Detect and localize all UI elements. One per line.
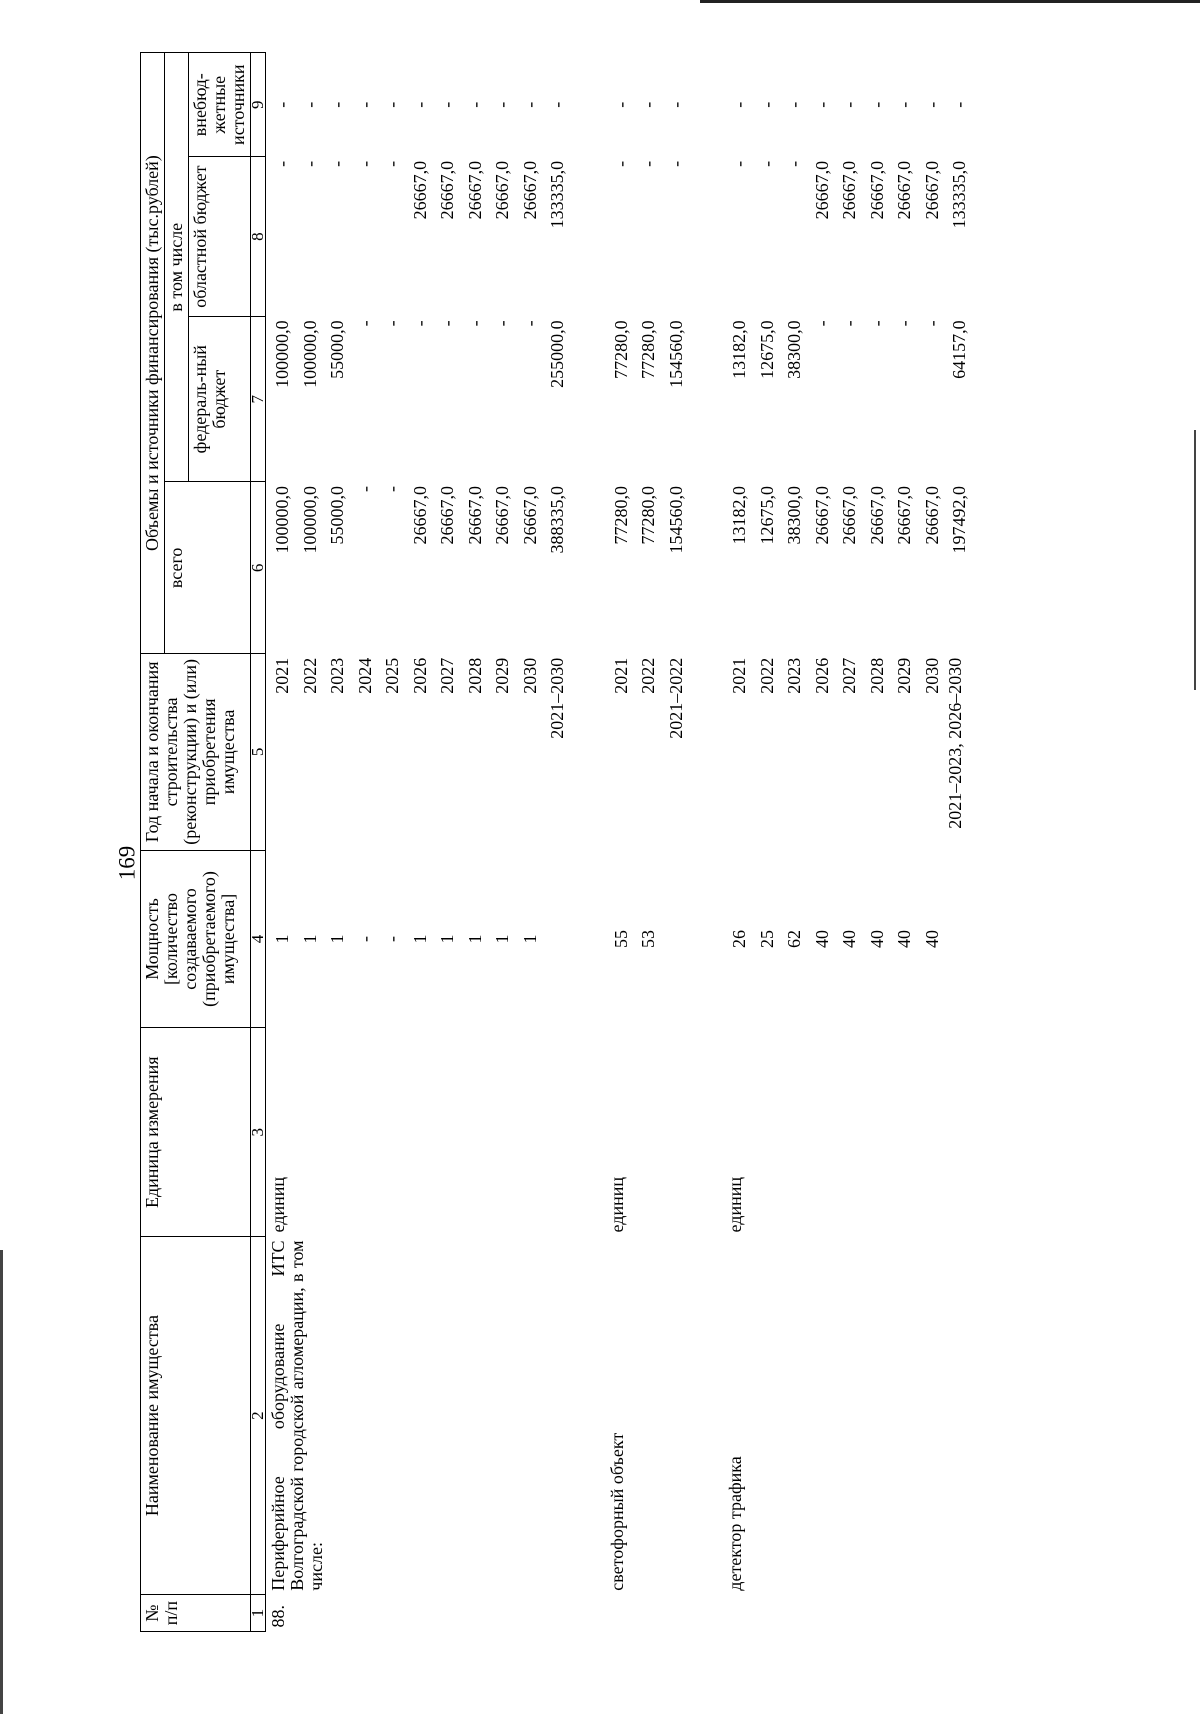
- value-cell: 12675,0: [756, 485, 777, 545]
- value-cell: 197492,0: [949, 485, 969, 554]
- value-cell: 77280,0: [638, 485, 658, 545]
- federal-values: [723, 316, 977, 482]
- value-cell: -: [464, 101, 485, 108]
- value-cell: 154560,0: [665, 320, 686, 388]
- value-cell: -: [519, 320, 540, 327]
- header-name: Наименование имущества: [141, 1236, 251, 1594]
- value-cell: 40: [921, 929, 942, 948]
- value-cell: -: [382, 485, 402, 492]
- value-cell: 2029: [492, 657, 512, 694]
- regional-values: [266, 157, 575, 316]
- regional-values: [605, 157, 694, 316]
- value-cell: -: [949, 101, 969, 108]
- column-number: 4: [251, 850, 266, 1028]
- value-cell: 2022: [638, 657, 658, 694]
- value-cell: 12675,0: [756, 320, 777, 379]
- row-number: 88.: [268, 1605, 288, 1628]
- column-number: 1: [251, 1595, 266, 1632]
- value-cell: 25: [756, 929, 777, 948]
- rotated-table-wrapper: [140, 52, 1070, 1632]
- value-cell: 388335,0: [547, 485, 567, 554]
- value-cell: 53: [638, 929, 658, 948]
- value-cell: 2029: [894, 657, 914, 694]
- value-cell: 2024: [354, 657, 375, 694]
- table-body: [266, 53, 977, 1632]
- value-cell: -: [409, 320, 430, 327]
- value-cell: 2021: [729, 657, 749, 694]
- capacity-values: [723, 850, 977, 1028]
- unit-of-measure: единиц: [268, 1177, 288, 1233]
- value-cell: 13182,0: [729, 485, 749, 545]
- column-number: 5: [251, 654, 266, 850]
- header-total: всего: [165, 482, 251, 654]
- value-cell: 55: [610, 929, 631, 948]
- value-cell: 55000,0: [327, 320, 347, 379]
- value-cell: -: [784, 160, 804, 167]
- table-row: [266, 53, 575, 1632]
- federal-values: [266, 316, 575, 482]
- value-cell: 26667,0: [921, 160, 942, 220]
- value-cell: -: [756, 160, 777, 167]
- value-cell: -: [638, 160, 658, 167]
- header-federal: федераль-ный бюджет: [189, 316, 251, 482]
- value-cell: 40: [839, 929, 859, 948]
- row-spacer: [575, 53, 605, 1632]
- column-number: 2: [251, 1236, 266, 1594]
- row-number: [723, 1595, 977, 1632]
- value-cell: 38300,0: [784, 320, 804, 379]
- value-cell: 1: [519, 934, 540, 944]
- value-cell: 1: [299, 934, 320, 944]
- value-cell: 13182,0: [729, 320, 749, 379]
- value-cell: -: [354, 160, 375, 167]
- financing-table: [140, 52, 977, 1632]
- value-cell: 26667,0: [894, 485, 914, 545]
- unit-of-measure: единиц: [606, 1177, 627, 1233]
- value-cell: -: [327, 160, 347, 167]
- value-cell: -: [784, 101, 804, 108]
- value-cell: 2026: [409, 657, 430, 694]
- value-cell: -: [492, 101, 512, 108]
- value-cell: 100000,0: [272, 485, 292, 554]
- table-row: [723, 53, 977, 1632]
- header-capacity: Мощность [количество создаваемого (приобретаемого) имущества]: [141, 850, 251, 1028]
- value-cell: 2030: [921, 657, 942, 694]
- value-cell: -: [327, 101, 347, 108]
- value-cell: -: [382, 935, 402, 942]
- header-regional: областной бюджет: [189, 157, 251, 316]
- value-cell: 2021: [610, 657, 631, 694]
- value-cell: 64157,0: [949, 320, 969, 379]
- value-cell: 2023: [327, 657, 347, 694]
- header-num: № п/п: [141, 1595, 251, 1632]
- value-cell: [663, 854, 691, 1024]
- value-cell: [946, 854, 974, 1024]
- value-cell: -: [354, 485, 375, 492]
- value-cell: -: [382, 320, 402, 327]
- right-edge-line: [1194, 430, 1196, 690]
- capacity-values: [266, 850, 575, 1028]
- value-cell: 40: [894, 929, 914, 948]
- value-cell: 255000,0: [547, 320, 567, 388]
- value-cell: 100000,0: [299, 485, 320, 554]
- value-cell: 38300,0: [784, 485, 804, 545]
- offbudget-values: [723, 53, 977, 157]
- value-cell: -: [547, 101, 567, 108]
- table-row: [605, 53, 694, 1632]
- year-values: [605, 654, 694, 850]
- value-cell: -: [811, 101, 832, 108]
- value-cell: 26667,0: [464, 485, 485, 545]
- value-cell: -: [519, 101, 540, 108]
- property-name: детектор трафика: [725, 1456, 745, 1591]
- value-cell: -: [437, 320, 457, 327]
- header-offbudget: внебюд-жетные источники: [189, 53, 251, 157]
- value-cell: 2021–2023, 2026–2030: [945, 657, 965, 829]
- value-cell: 26667,0: [866, 485, 887, 545]
- column-number: 6: [251, 482, 266, 654]
- value-cell: 2030: [519, 657, 540, 694]
- value-cell: -: [729, 160, 749, 167]
- value-cell: 26667,0: [437, 160, 457, 220]
- value-cell: 1: [464, 934, 485, 944]
- value-cell: -: [894, 320, 914, 327]
- value-cell: 1: [409, 934, 430, 944]
- value-cell: 26667,0: [839, 160, 859, 220]
- value-cell: -: [729, 101, 749, 108]
- value-cell: 55000,0: [327, 485, 347, 545]
- value-cell: 26667,0: [492, 160, 512, 220]
- value-cell: 77280,0: [610, 320, 631, 379]
- value-cell: 2022: [756, 657, 777, 694]
- value-cell: 2026: [811, 657, 832, 694]
- value-cell: -: [665, 101, 686, 108]
- total-values: [266, 482, 575, 654]
- value-cell: -: [610, 101, 631, 108]
- federal-values: [605, 316, 694, 482]
- value-cell: -: [382, 160, 402, 167]
- value-cell: -: [464, 320, 485, 327]
- capacity-values: [605, 850, 694, 1028]
- value-cell: 26667,0: [519, 160, 540, 220]
- row-spacer: [693, 53, 723, 1632]
- value-cell: -: [382, 101, 402, 108]
- regional-values: [723, 157, 977, 316]
- value-cell: 26667,0: [921, 485, 942, 545]
- value-cell: 26667,0: [492, 485, 512, 545]
- value-cell: 1: [437, 934, 457, 944]
- value-cell: -: [921, 101, 942, 108]
- total-values: [723, 482, 977, 654]
- value-cell: 2021–2030: [547, 657, 567, 739]
- value-cell: -: [492, 320, 512, 327]
- top-edge-line: [700, 0, 1200, 3]
- year-values: [266, 654, 575, 850]
- value-cell: -: [866, 101, 887, 108]
- value-cell: 2027: [839, 657, 859, 694]
- value-cell: 154560,0: [665, 485, 686, 554]
- value-cell: 2021: [272, 657, 292, 694]
- header-unit: Единица измерения: [141, 1028, 251, 1237]
- value-cell: 77280,0: [638, 320, 658, 379]
- value-cell: 2027: [437, 657, 457, 694]
- value-cell: -: [638, 101, 658, 108]
- column-number: 8: [251, 157, 266, 316]
- value-cell: 1: [492, 934, 512, 944]
- value-cell: 2028: [866, 657, 887, 694]
- value-cell: -: [894, 101, 914, 108]
- value-cell: 26667,0: [437, 485, 457, 545]
- value-cell: -: [756, 101, 777, 108]
- value-cell: 77280,0: [610, 485, 631, 545]
- value-cell: 26667,0: [519, 485, 540, 545]
- total-values: [605, 482, 694, 654]
- value-cell: -: [811, 320, 832, 327]
- value-cell: 2023: [784, 657, 804, 694]
- left-edge-line: [0, 1250, 3, 1714]
- column-number: 9: [251, 53, 266, 157]
- value-cell: 133335,0: [949, 160, 969, 229]
- value-cell: 100000,0: [299, 320, 320, 388]
- offbudget-values: [605, 53, 694, 157]
- value-cell: 26667,0: [866, 160, 887, 220]
- value-cell: 133335,0: [547, 160, 567, 229]
- value-cell: 1: [327, 934, 347, 944]
- value-cell: 62: [784, 929, 804, 948]
- value-cell: 26667,0: [464, 160, 485, 220]
- value-cell: -: [665, 160, 686, 167]
- value-cell: -: [839, 320, 859, 327]
- header-financing-group: Объемы и источники финансирования (тыс.рублей): [141, 53, 165, 654]
- value-cell: -: [839, 101, 859, 108]
- value-cell: -: [272, 101, 292, 108]
- value-cell: -: [409, 101, 430, 108]
- header-including: в том числе: [165, 53, 189, 482]
- value-cell: 2022: [299, 657, 320, 694]
- column-number: 7: [251, 316, 266, 482]
- value-cell: 40: [811, 929, 832, 948]
- value-cell: -: [299, 160, 320, 167]
- value-cell: -: [437, 101, 457, 108]
- row-number: [605, 1595, 694, 1632]
- value-cell: -: [299, 101, 320, 108]
- page-number: 169: [114, 845, 140, 881]
- value-cell: -: [354, 320, 375, 327]
- value-cell: 26667,0: [839, 485, 859, 545]
- column-number: 3: [251, 1028, 266, 1237]
- value-cell: -: [354, 935, 375, 942]
- value-cell: 2021–2022: [665, 657, 686, 739]
- value-cell: 26667,0: [409, 160, 430, 220]
- year-values: [723, 654, 977, 850]
- value-cell: [544, 854, 572, 1024]
- value-cell: 40: [866, 929, 887, 948]
- value-cell: 26667,0: [811, 160, 832, 220]
- header-years: Год начала и окончания строительства (реконструкции) и (или) приобретения имущества: [141, 654, 251, 850]
- value-cell: -: [921, 320, 942, 327]
- unit-of-measure: единиц: [725, 1177, 745, 1233]
- value-cell: 100000,0: [272, 320, 292, 388]
- property-name: Периферийное оборудование ИТС Волгоградской городской агломерации, в том числе:: [268, 1240, 326, 1591]
- value-cell: -: [610, 160, 631, 167]
- value-cell: 26: [729, 929, 749, 948]
- value-cell: -: [354, 101, 375, 108]
- value-cell: -: [866, 320, 887, 327]
- value-cell: 26667,0: [894, 160, 914, 220]
- value-cell: 26667,0: [811, 485, 832, 545]
- value-cell: -: [272, 160, 292, 167]
- value-cell: 26667,0: [409, 485, 430, 545]
- value-cell: 2028: [464, 657, 485, 694]
- offbudget-values: [266, 53, 575, 157]
- value-cell: 2025: [382, 657, 402, 694]
- property-name: светофорный объект: [606, 1432, 627, 1591]
- value-cell: 1: [272, 934, 292, 944]
